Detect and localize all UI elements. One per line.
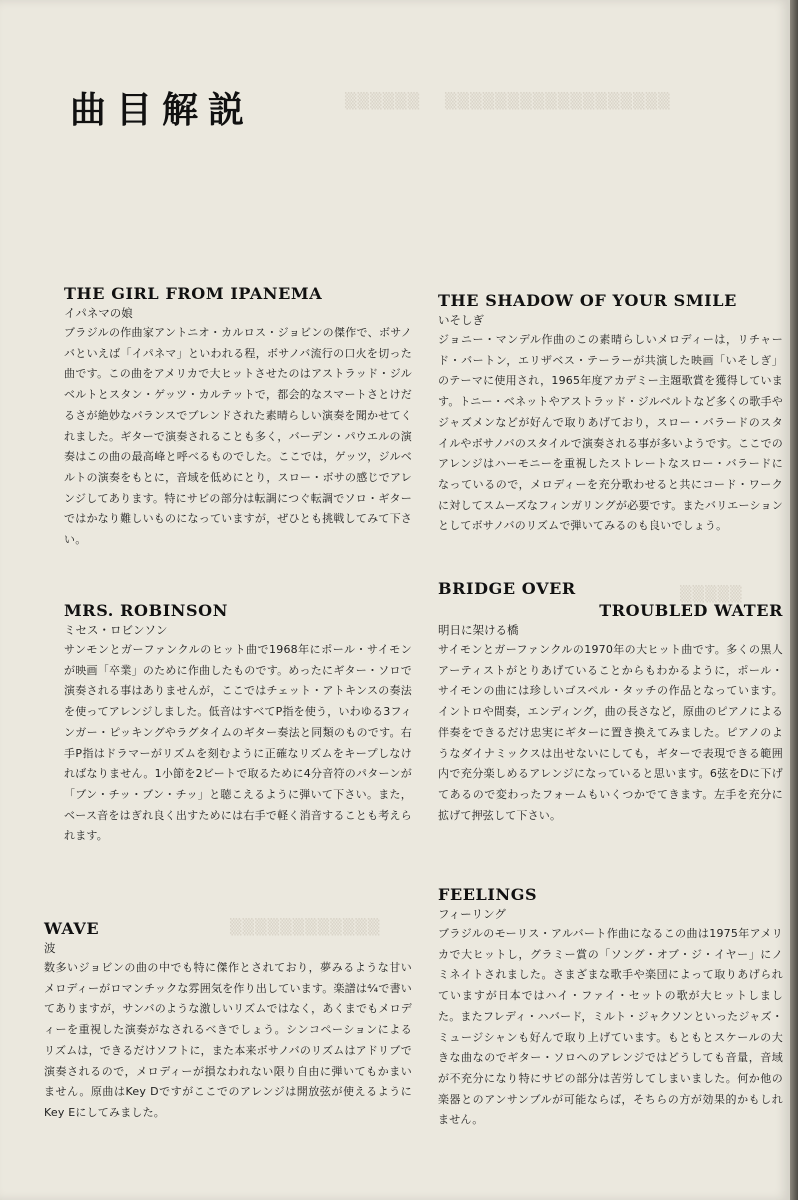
song-section-shadow xyxy=(438,290,783,537)
song-title-en-line1: BRIDGE OVER xyxy=(438,579,576,598)
song-description: ブラジルの作曲家アントニオ・カルロス・ジョビンの傑作で、ボサノバといえば「イパネマ」といわれる程，ボサノバ流行の口火を切った曲です。この曲をアメリカで大ヒットさせたのはアストラッド・ジルベルトとスタン・ゲッツ・カルテットで，都会的なスマートさとけだるさが絶妙なバランスでブレンドされた素晴らしい演奏を聞かせてくれました。ギターで演奏されることも多く，バーデン・パウエルの演奏はこの曲の最高峰と呼べるものでした。ここでは，ゲッツ，ジルベルトの演奏をもとに，音域を低めにとり，スロー・ボサの感じでアレンジしてあります。特にサビの部分は転調につぐ転調でソロ・ギターではかなり難しいものになっていますが，ぜひとも挑戦してみて下さい。 xyxy=(64,326,412,547)
bleed-through-text: ▒▒▒▒▒▒▒▒▒▒▒▒ xyxy=(230,918,381,936)
song-section-feelings xyxy=(438,884,783,1131)
song-title-ja: いそしぎ xyxy=(438,313,484,327)
bleed-through-text: ▒▒▒▒▒▒▒▒▒▒▒▒▒▒▒▒▒▒ xyxy=(445,92,671,110)
song-title-en xyxy=(438,578,783,622)
bleed-through-text: ▒▒▒▒▒ xyxy=(680,585,743,603)
song-title-ja: ミセス・ロビンソン xyxy=(64,623,168,637)
song-section-bridge xyxy=(438,578,783,826)
song-title-ja: イパネマの娘 xyxy=(64,306,133,320)
song-title-ja: 波 xyxy=(44,941,56,955)
song-description: ジョニー・マンデル作曲のこの素晴らしいメロディーは，リチャード・バートン，エリザベス・テーラーが共演した映画「いそしぎ」のテーマに使用され，1965年度アカデミー主題歌賞を獲得しています。トニー・ベネットやアストラッド・ジルベルトなど多くの歌手やジャズメンなどが好んで取りあげており，スロー・バラードのスタイルやボサノバのスタイルで演奏される事が多いようです。ここでのアレンジはハーモニーを重視したストレートなスロー・バラードになっているので，メロディーを充分歌わせると共にコード・ワークに対してスムーズなフィンガリングが必要です。またバリエーションとしてボサノバのリズムで弾いてみるのも良いでしょう。 xyxy=(438,333,783,533)
song-title-en: THE GIRL FROM IPANEMA xyxy=(64,284,323,303)
song-title-ja: 明日に架ける橋 xyxy=(438,623,519,637)
song-description: サンモンとガーファンクルのヒット曲で1968年にポール・サイモンが映画「卒業」のために作曲したものです。めったにギター・ソロで演奏される事はありませんが，ここではチェット・アトキンスの奏法を使ってアレンジしました。低音はすべてP指を使う，いわゆる3フィンガー・ピッキングやラグタイムのギター奏法と同類のものです。右手P指はドラマーがリズムを刻むように正確なリズムをキープしなければなりません。1小節を2ビートで取るために4分音符のパターンが「ブン・チッ・ブン・チッ」と聴こえるように弾いて下さい。また，ベース音をはぎれ良く出すためには右手で軽く消音することも考えられます。 xyxy=(64,643,412,843)
song-description: サイモンとガーファンクルの1970年の大ヒット曲です。多くの黒人アーティストがとりあげていることからもわかるように，ポール・サイモンの曲には珍しいゴスペル・タッチの作品となっています。イントロや間奏，エンディング，曲の長さなど，原曲のピアノによる伴奏をできるだけ忠実にギターに置き換えてみました。ピアノのようなダイナミックスは出せないにしても，ギターで表現できる範囲内で充分楽しめるアレンジになっていると思います。6弦をDに下げてあるので変わったフォームもいくつかでてきます。左手を充分に拡げて押弦して下さい。 xyxy=(438,643,783,822)
song-description: ブラジルのモーリス・アルバート作曲になるこの曲は1975年アメリカで大ヒットし，グラミー賞の「ソング・オブ・ジ・イヤー」にノミネイトされました。さまざまな歌手や楽団によって取りあげられていますが日本ではハイ・ファイ・セットの歌が大ヒットしました。またフレディ・ハバード，ミルト・ジャクソンといったジャズ・ミュージシャンも好んで取り上げています。もともとスケールの大きな曲なのでギター・ソロへのアレンジではどうしても音量，音域が不充分になり特にサビの部分は苦労してしまいました。何か他の楽器とのアンサンブルが可能ならば，そちらの方が効果的かもしれません。 xyxy=(438,927,783,1127)
song-section-robinson xyxy=(64,600,412,847)
bleed-through-text: ▒▒▒▒▒▒ xyxy=(345,92,421,110)
song-title-en: FEELINGS xyxy=(438,885,538,904)
song-section-wave xyxy=(44,918,412,1124)
song-title-en: THE SHADOW OF YOUR SMILE xyxy=(438,291,737,310)
page-edge xyxy=(790,0,798,1200)
song-title-en-line2: TROUBLED WATER xyxy=(599,601,783,620)
page-title: 曲目解説 xyxy=(70,90,255,131)
song-section-ipanema xyxy=(64,283,412,551)
song-description: 数多いジョビンの曲の中でも特に傑作とされており，夢みるような甘いメロディーがロマンチックな雰囲気を作り出しています。楽譜は⁴⁄₄で書いてありますが，サンバのような激しいリズムではなく，あくまでもメロディーを重視した演奏がなされるべきでしょう。シンコペーションによるリズムは，できるだけソフトに，また本来ボサノバのリズムはアドリブで演奏されるので，メロディーが損なわれない限り自由に弾いてもかまいません。原曲はKey Dですがここでのアレンジは開放弦が使えるようにKey Eにしてみました。 xyxy=(44,961,412,1119)
song-title-en: WAVE xyxy=(44,919,100,938)
song-title-ja: フィーリング xyxy=(438,907,506,921)
song-title-en: MRS. ROBINSON xyxy=(64,601,228,620)
